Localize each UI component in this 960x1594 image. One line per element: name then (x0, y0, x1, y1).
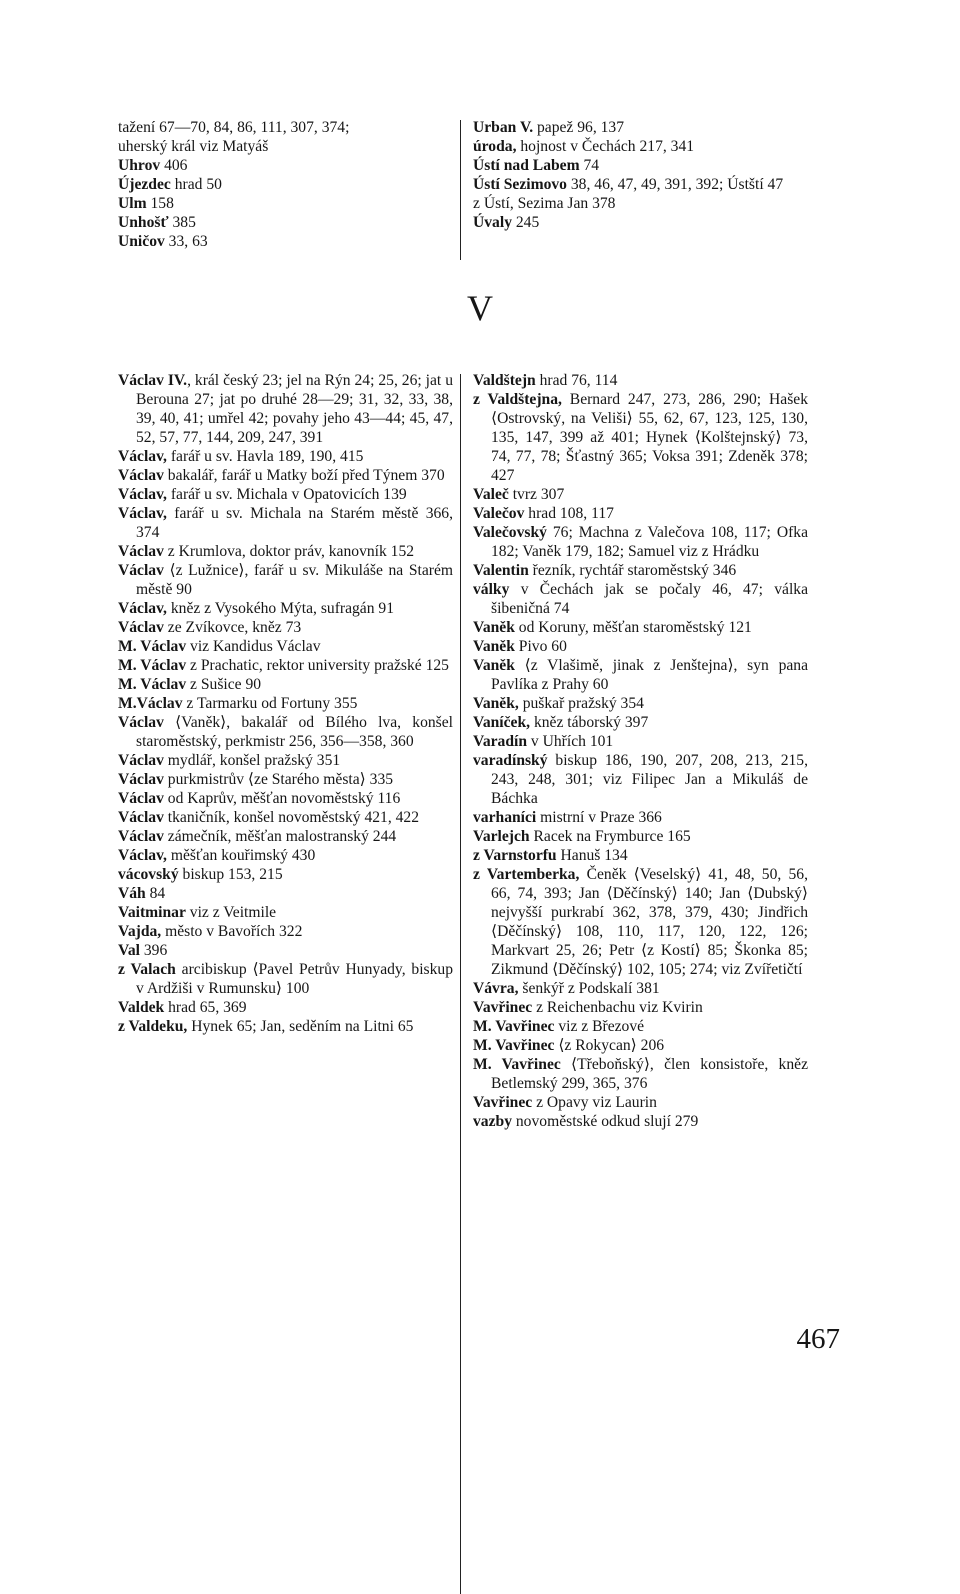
index-entry (473, 194, 808, 213)
index-entry-text: Racek na Frymburce 165 (529, 828, 691, 845)
index-entry-term: Vaněk, (473, 695, 519, 712)
index-entry-text: tažení 67—70, 84, 86, 111, 307, 374; (118, 119, 350, 136)
index-entry (118, 770, 453, 789)
index-entry-term: z Valdštejna, (473, 391, 562, 408)
index-entry-text: 396 (139, 942, 168, 959)
index-entry (118, 213, 453, 232)
index-entry (473, 694, 808, 713)
index-entry-text: 158 (146, 195, 174, 212)
index-entry-term: Unhošť (118, 214, 169, 231)
index-entry-text: 76; Machna z Valečova 108, 117; Ofka 182; Vaněk 179, 182; Samuel viz z Hrádku (491, 524, 808, 560)
index-entry-text: od Koruny, měšťan staroměstský 121 (514, 619, 752, 636)
index-column-bottom-right (473, 371, 808, 1131)
index-entry-term: M. Václav (118, 638, 187, 655)
index-entry (118, 232, 453, 251)
index-entry-term: M. Vavřinec (473, 1056, 561, 1073)
index-entry (118, 656, 453, 675)
index-entry-term: Václav (118, 714, 164, 731)
index-entry (473, 523, 808, 561)
index-entry-text: ⟨z Rokycan⟩ 206 (554, 1037, 665, 1054)
index-entry-term: Valečovský (473, 524, 547, 541)
index-entry-text: mydlář, konšel pražský 351 (163, 752, 341, 769)
index-entry-term: Vavřinec (473, 999, 533, 1016)
index-entry (118, 542, 453, 561)
index-entry-term: Valdek (118, 999, 165, 1016)
index-entry-term: Václav (118, 828, 164, 845)
index-entry (473, 713, 808, 732)
index-entry-text: ⟨z Vlašimě, jinak z Jenštejna⟩, syn pana Pavlíka z Prahy 60 (491, 657, 808, 693)
index-entry-text: bakalář, farář u Matky boží před Týnem 370 (163, 467, 445, 484)
index-entry-text: viz z Veitmile (185, 904, 277, 921)
index-entry (118, 175, 453, 194)
index-entry-term: Val (118, 942, 140, 959)
index-entry-text: z Prachatic, rektor university pražské 125 (186, 657, 449, 674)
section-letter: V (467, 288, 493, 328)
index-entry-text: ze Zvíkovce, kněz 73 (163, 619, 302, 636)
index-entry-term: z Vartemberka, (473, 866, 580, 883)
index-entry-term: Václav (118, 562, 164, 579)
index-entry-text: 38, 46, 47, 49, 391, 392; Ústští 47 (566, 176, 784, 193)
index-entry (118, 789, 453, 808)
column-divider-bottom (460, 374, 461, 1594)
index-entry-term: Ústí nad Labem (473, 157, 580, 174)
index-entry-text: 406 (160, 157, 188, 174)
index-entry-term: Václav (118, 809, 164, 826)
index-entry-term: z Varnstorfu (473, 847, 557, 864)
column-divider-top (460, 120, 461, 260)
index-entry-text: hrad 65, 369 (164, 999, 247, 1016)
index-entry-term: M. Vavřinec (473, 1037, 555, 1054)
index-entry (473, 118, 808, 137)
index-entry (118, 960, 453, 998)
index-entry-text: arcibiskup ⟨Pavel Petrův Hunyady, biskup v Ardžiši v Rumunsku⟩ 100 (136, 961, 454, 997)
index-entry (473, 137, 808, 156)
index-entry-text: Bernard 247, 273, 286, 290; Hašek ⟨Ostrovský, na Veliši⟩ 55, 62, 67, 123, 125, 130, 135, 147, 399 až 401; Hynek ⟨Kolštejnský⟩ 73, 74, 77, 78; Šťastný 365; Voksa 391; Zdeněk 378; 427 (491, 391, 808, 484)
index-entry-term: Václav (118, 467, 164, 484)
index-entry (473, 637, 808, 656)
index-entry-text: 385 (168, 214, 196, 231)
index-entry-text: 245 (511, 214, 540, 231)
index-entry (473, 213, 808, 232)
index-entry (473, 175, 808, 194)
index-entry-term: Valeč (473, 486, 509, 503)
index-entry-text: novoměstské odkud slují 279 (511, 1113, 699, 1130)
index-entry-term: Vaníček, (473, 714, 531, 731)
index-entry-term: úroda, (473, 138, 517, 155)
index-entry-term: Vajda, (118, 923, 162, 940)
index-entry (118, 903, 453, 922)
index-entry-term: Václav (118, 771, 164, 788)
index-entry (473, 846, 808, 865)
index-column-top-right (473, 118, 808, 232)
index-entry (118, 1017, 453, 1036)
index-entry (473, 979, 808, 998)
index-entry-text: ⟨Vaněk⟩, bakalář od Bílého lva, konšel staroměstský, perkmistr 256, 356—358, 360 (136, 714, 453, 750)
index-entry (473, 827, 808, 846)
index-entry-text: město v Bavořích 322 (161, 923, 303, 940)
index-entry (118, 808, 453, 827)
index-entry (118, 637, 453, 656)
index-entry-text: farář u sv. Havla 189, 190, 415 (166, 448, 364, 465)
index-entry (118, 466, 453, 485)
index-entry-term: z Valdeku, (118, 1018, 188, 1035)
index-entry-text: z Krumlova, doktor práv, kanovník 152 (163, 543, 415, 560)
index-entry (473, 371, 808, 390)
index-entry-text: uherský král viz Matyáš (118, 138, 269, 155)
index-entry-term: Václav, (118, 486, 167, 503)
index-entry-text: Čeněk ⟨Veselský⟩ 41, 48, 50, 56, 66, 74, 393; Jan ⟨Děčínský⟩ 140; Jan ⟨Dubský⟩ nejvyšší purkrabí 362, 378, 379, 430; Jindřich ⟨Děčínský⟩ 108, 110, 117, 120, 122, 126; Markvart 25, 26; Petr ⟨z Kostí⟩ 85; Škonka 85; Zikmund ⟨Děčínský⟩ 102, 105; 274; viz Zvířetičtí (491, 866, 808, 978)
index-entry-text: Hanuš 134 (556, 847, 628, 864)
index-entry (473, 656, 808, 694)
index-entry-term: Ulm (118, 195, 147, 212)
index-entry-term: Václav (118, 543, 164, 560)
index-entry-text: biskup 153, 215 (178, 866, 283, 883)
index-entry-term: Vaněk (473, 657, 515, 674)
index-entry-text: z Sušice 90 (186, 676, 262, 693)
index-entry-text: biskup 186, 190, 207, 208, 213, 215, 243, 248, 301; viz Filipec Jan a Mikuláš de Báchka (491, 752, 808, 807)
index-entry-term: Valdštejn (473, 372, 536, 389)
index-entry-text: měšťan kouřimský 430 (166, 847, 316, 864)
index-entry-term: Václav IV. (118, 372, 188, 389)
index-entry (473, 1055, 808, 1093)
index-entry-term: Vaitminar (118, 904, 186, 921)
index-entry-term: z Valach (118, 961, 176, 978)
index-entry-term: Váh (118, 885, 146, 902)
index-entry-term: Vaněk (473, 638, 515, 655)
index-entry-text: z Opavy viz Laurin (532, 1094, 657, 1111)
index-entry-text: farář u sv. Michala na Starém městě 366, 374 (136, 505, 453, 541)
index-entry-text: kněz z Vysokého Mýta, sufragán 91 (166, 600, 395, 617)
index-entry-term: Václav, (118, 448, 167, 465)
index-entry (473, 618, 808, 637)
index-entry-text: papež 96, 137 (533, 119, 625, 136)
index-entry-text: viz z Březové (554, 1018, 645, 1035)
index-entry-text: z Tarmarku od Fortuny 355 (182, 695, 358, 712)
index-entry-text: tkaničník, konšel novoměstský 421, 422 (163, 809, 420, 826)
index-entry (473, 504, 808, 523)
index-entry (473, 561, 808, 580)
index-entry-term: vazby (473, 1113, 512, 1130)
index-entry-term: M. Vavřinec (473, 1018, 555, 1035)
index-entry-term: M. Václav (118, 676, 187, 693)
index-entry-text: z Reichenbachu viz Kvirin (532, 999, 703, 1016)
index-column-bottom-left (118, 371, 453, 1036)
index-entry (473, 751, 808, 808)
index-entry (473, 580, 808, 618)
page-number: 467 (796, 1323, 840, 1355)
index-entry-term: M.Václav (118, 695, 183, 712)
index-entry-term: Varlejch (473, 828, 530, 845)
index-entry (473, 1093, 808, 1112)
index-entry-term: Újezdec (118, 176, 171, 193)
index-entry-term: Uničov (118, 233, 165, 250)
index-entry-term: Urban V. (473, 119, 534, 136)
index-entry (473, 732, 808, 751)
index-entry (118, 156, 453, 175)
index-entry (118, 371, 453, 447)
index-column-top-left (118, 118, 453, 251)
index-entry (118, 447, 453, 466)
index-entry-term: vácovský (118, 866, 179, 883)
index-entry-term: Uhrov (118, 157, 161, 174)
index-entry-text: mistrní v Praze 366 (536, 809, 662, 826)
index-entry (118, 694, 453, 713)
index-entry-term: Václav, (118, 600, 167, 617)
index-entry (118, 751, 453, 770)
index-entry-text: hrad 50 (170, 176, 222, 193)
index-entry (118, 504, 453, 542)
index-entry-text: purkmistrův ⟨ze Starého města⟩ 335 (163, 771, 394, 788)
index-entry-text: hrad 108, 117 (524, 505, 614, 522)
index-entry (118, 884, 453, 903)
index-entry-term: Vavřinec (473, 1094, 533, 1111)
index-entry-text: 84 (145, 885, 166, 902)
index-entry-text: kněz táborský 397 (530, 714, 649, 731)
index-entry-text: farář u sv. Michala v Opatovicích 139 (166, 486, 407, 503)
index-entry-text: , král český 23; jel na Rýn 24; 25, 26; jat u Berouna 27; jat po druhé 28—29; 31, 32, 33, 38, 39, 40, 41; umřel 42; povahy jeho 43—44; 45, 47, 52, 57, 77, 144, 209, 247, 391 (136, 372, 453, 446)
index-entry-text: v Čechách jak se počaly 46, 47; válka šibeničná 74 (491, 581, 808, 617)
index-entry-term: Valečov (473, 505, 525, 522)
index-entry (473, 1017, 808, 1036)
index-entry-text: tvrz 307 (508, 486, 565, 503)
index-entry (118, 846, 453, 865)
index-entry-text: viz Kandidus Václav (186, 638, 321, 655)
index-entry-term: Úvaly (473, 214, 512, 231)
index-entry (118, 941, 453, 960)
index-entry (118, 713, 453, 751)
index-entry-term: Václav (118, 619, 164, 636)
index-entry-term: Vaněk (473, 619, 515, 636)
index-entry-text: puškař pražský 354 (518, 695, 644, 712)
index-entry (118, 618, 453, 637)
index-entry (473, 485, 808, 504)
index-entry-text: hrad 76, 114 (535, 372, 618, 389)
index-entry-term: Václav, (118, 505, 167, 522)
index-entry-term: Valentin (473, 562, 529, 579)
index-entry (473, 998, 808, 1017)
index-entry (473, 156, 808, 175)
index-entry (473, 1036, 808, 1055)
index-entry (118, 865, 453, 884)
index-entry-term: Vávra, (473, 980, 519, 997)
index-entry (118, 137, 453, 156)
index-entry-term: Ústí Sezimovo (473, 176, 567, 193)
index-entry (118, 118, 453, 137)
index-entry-text: zámečník, měšťan malostranský 244 (163, 828, 397, 845)
index-entry-text: od Kaprův, měšťan novoměstský 116 (163, 790, 401, 807)
index-entry-term: varhaníci (473, 809, 537, 826)
index-entry (473, 1112, 808, 1131)
index-entry (118, 599, 453, 618)
index-entry-term: Václav (118, 752, 164, 769)
index-entry (118, 485, 453, 504)
index-entry-text: hojnost v Čechách 217, 341 (516, 138, 695, 155)
index-entry-term: M. Václav (118, 657, 187, 674)
index-entry (118, 561, 453, 599)
index-entry-text: řezník, rychtář staroměstský 346 (528, 562, 737, 579)
index-entry (473, 390, 808, 485)
index-entry (118, 998, 453, 1017)
index-entry (118, 675, 453, 694)
index-entry-text: ⟨z Lužnice⟩, farář u sv. Mikuláše na Starém městě 90 (136, 562, 453, 598)
index-entry-term: Václav, (118, 847, 167, 864)
index-entry (118, 194, 453, 213)
index-entry-text: 33, 63 (164, 233, 208, 250)
index-entry-term: války (473, 581, 510, 598)
index-entry-text: Pivo 60 (514, 638, 567, 655)
index-entry (118, 922, 453, 941)
index-entry (473, 808, 808, 827)
index-entry-text: z Ústí, Sezima Jan 378 (473, 195, 616, 212)
index-entry-term: Václav (118, 790, 164, 807)
index-entry (118, 827, 453, 846)
index-entry-text: šenkýř z Podskalí 381 (518, 980, 660, 997)
index-entry-text: 74 (579, 157, 600, 174)
index-entry-term: varadínský (473, 752, 548, 769)
index-entry-term: Varadín (473, 733, 528, 750)
index-entry-text: Hynek 65; Jan, seděním na Litni 65 (187, 1018, 414, 1035)
index-entry (473, 865, 808, 979)
index-entry-text: ⟨Třeboňský⟩, člen konsistoře, kněz Betlemský 299, 365, 376 (491, 1056, 808, 1092)
index-entry-text: v Uhřích 101 (527, 733, 614, 750)
